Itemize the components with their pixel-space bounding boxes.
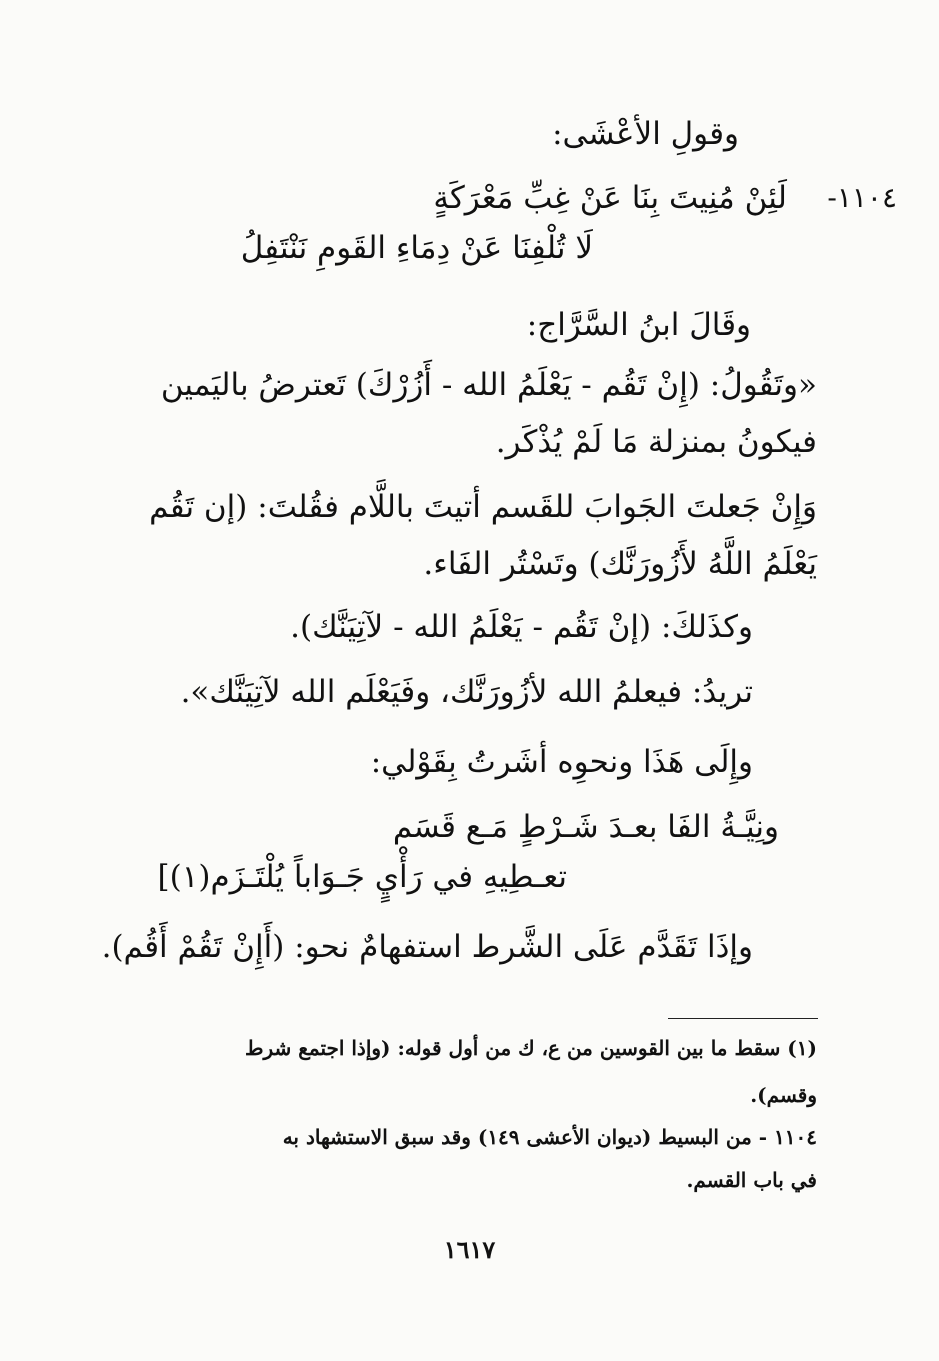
poem-line-2: تعـطِيهِ في رَأْيٍ جَـوَاباً يُلْتَـزَم(١)] <box>157 859 567 895</box>
verse-line-2: لَا تُلْفِنَا عَنْ دِمَاءِ القَومِ نَنْتَفِلُ <box>240 230 593 266</box>
footnote-1-line-1: (١) سقط ما بين القوسين من ع، ك من أول قوله: (وإذا اجتمع شرط <box>245 1036 817 1060</box>
footnote-divider <box>668 1018 818 1019</box>
verse-number: ١١٠٤- <box>827 181 897 214</box>
para2-line-2: يَعْلَمُ اللَّهُ لأَزُورَنَّك) وتَسْتُر الفَاء. <box>423 546 817 582</box>
quote-line-1: «وتَقُولُ: (إِنْ تَقُم - يَعْلَمُ الله - أَزُرْكَ) تَعترضُ باليَمين <box>160 367 817 403</box>
para3: وكذَلكَ: (إنْ تَقُم - يَعْلَمُ الله - لآتِيَنَّك). <box>290 609 753 645</box>
footnote-2-line-1: ١١٠٤ - من البسيط (ديوان الأعشى ١٤٩) وقد سبق الاستشهاد به <box>282 1125 817 1149</box>
intro-asha: وقولِ الأعْشَى: <box>552 116 739 152</box>
para2-line-1: وَإِنْ جَعلتَ الجَوابَ للقَسم أتيتَ باللَّام فقُلتَ: (إن تَقُم <box>149 489 817 525</box>
footnote-2-line-2: في باب القسم. <box>686 1168 817 1192</box>
page-number: ١٦١٧ <box>443 1235 496 1264</box>
intro-sarraj: وقَالَ ابنُ السَّرَّاج: <box>526 307 751 343</box>
footnote-1-line-2: وقسم). <box>750 1083 817 1107</box>
para4: تريدُ: فيعلمُ الله لأزُورَنَّك، وفَيَعْلَم الله لآتِيَنَّك». <box>180 674 753 710</box>
para5: وإِلَى هَذَا ونحوِه أشَرتُ بِقَوْلي: <box>370 744 753 780</box>
poem-line-1: ونِيَّـةُ الفَا بعـدَ شَـرْطٍ مَـع قَسَم <box>392 809 779 845</box>
para6: وإذَا تَقَدَّم عَلَى الشَّرط استفهامٌ نحو: (أَإِنْ تَقُمْ أَقُم). <box>101 929 753 965</box>
quote-line-2: فيكونُ بمنزلة مَا لَمْ يُذْكَر. <box>495 424 817 460</box>
verse-line-1: لَئِنْ مُنِيتَ بِنَا عَنْ غِبِّ مَعْرَكَةٍ <box>433 180 787 216</box>
